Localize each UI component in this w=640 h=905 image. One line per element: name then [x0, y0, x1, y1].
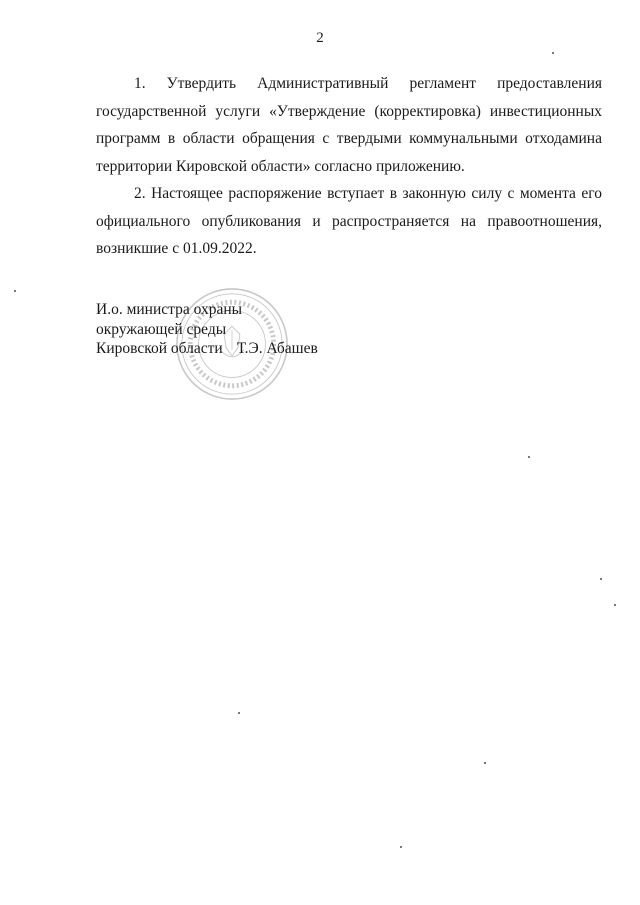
- scan-speck: [238, 712, 240, 714]
- scan-speck: [614, 604, 616, 606]
- paragraph-effective-date: 2. Настоящее распоряжение вступает в законную силу с момента его официального опубликования и распространяется на правоотношения, возникшие с 01.09.2022.: [96, 185, 602, 257]
- scan-speck: [600, 578, 602, 580]
- signatory-position-line-3: Кировской области: [96, 340, 223, 357]
- signatory-position-line-3-row: [96, 339, 426, 359]
- scan-speck: [484, 762, 486, 764]
- signatory-position-line-1: И.о. министра охраны: [96, 301, 243, 318]
- scan-speck: [14, 290, 16, 292]
- signatory-name: Т.Э. Абашев: [236, 340, 318, 357]
- scan-speck: [400, 846, 402, 848]
- page-number: 2: [316, 30, 324, 46]
- scan-speck: [552, 52, 554, 54]
- paragraph-approve-regulation: 1. Утвердить Административный регламент предоставления государственной услуги «Утверждение (корректировка) инвестиционных программ в области обращения с твердыми коммунальными отходамина территории Кировской области» согласно приложению.: [96, 75, 602, 175]
- signatory-position-line-2: окружающей среды: [96, 320, 227, 338]
- signature-block: [96, 300, 426, 359]
- document-body: [96, 70, 602, 263]
- scan-speck: [528, 456, 530, 458]
